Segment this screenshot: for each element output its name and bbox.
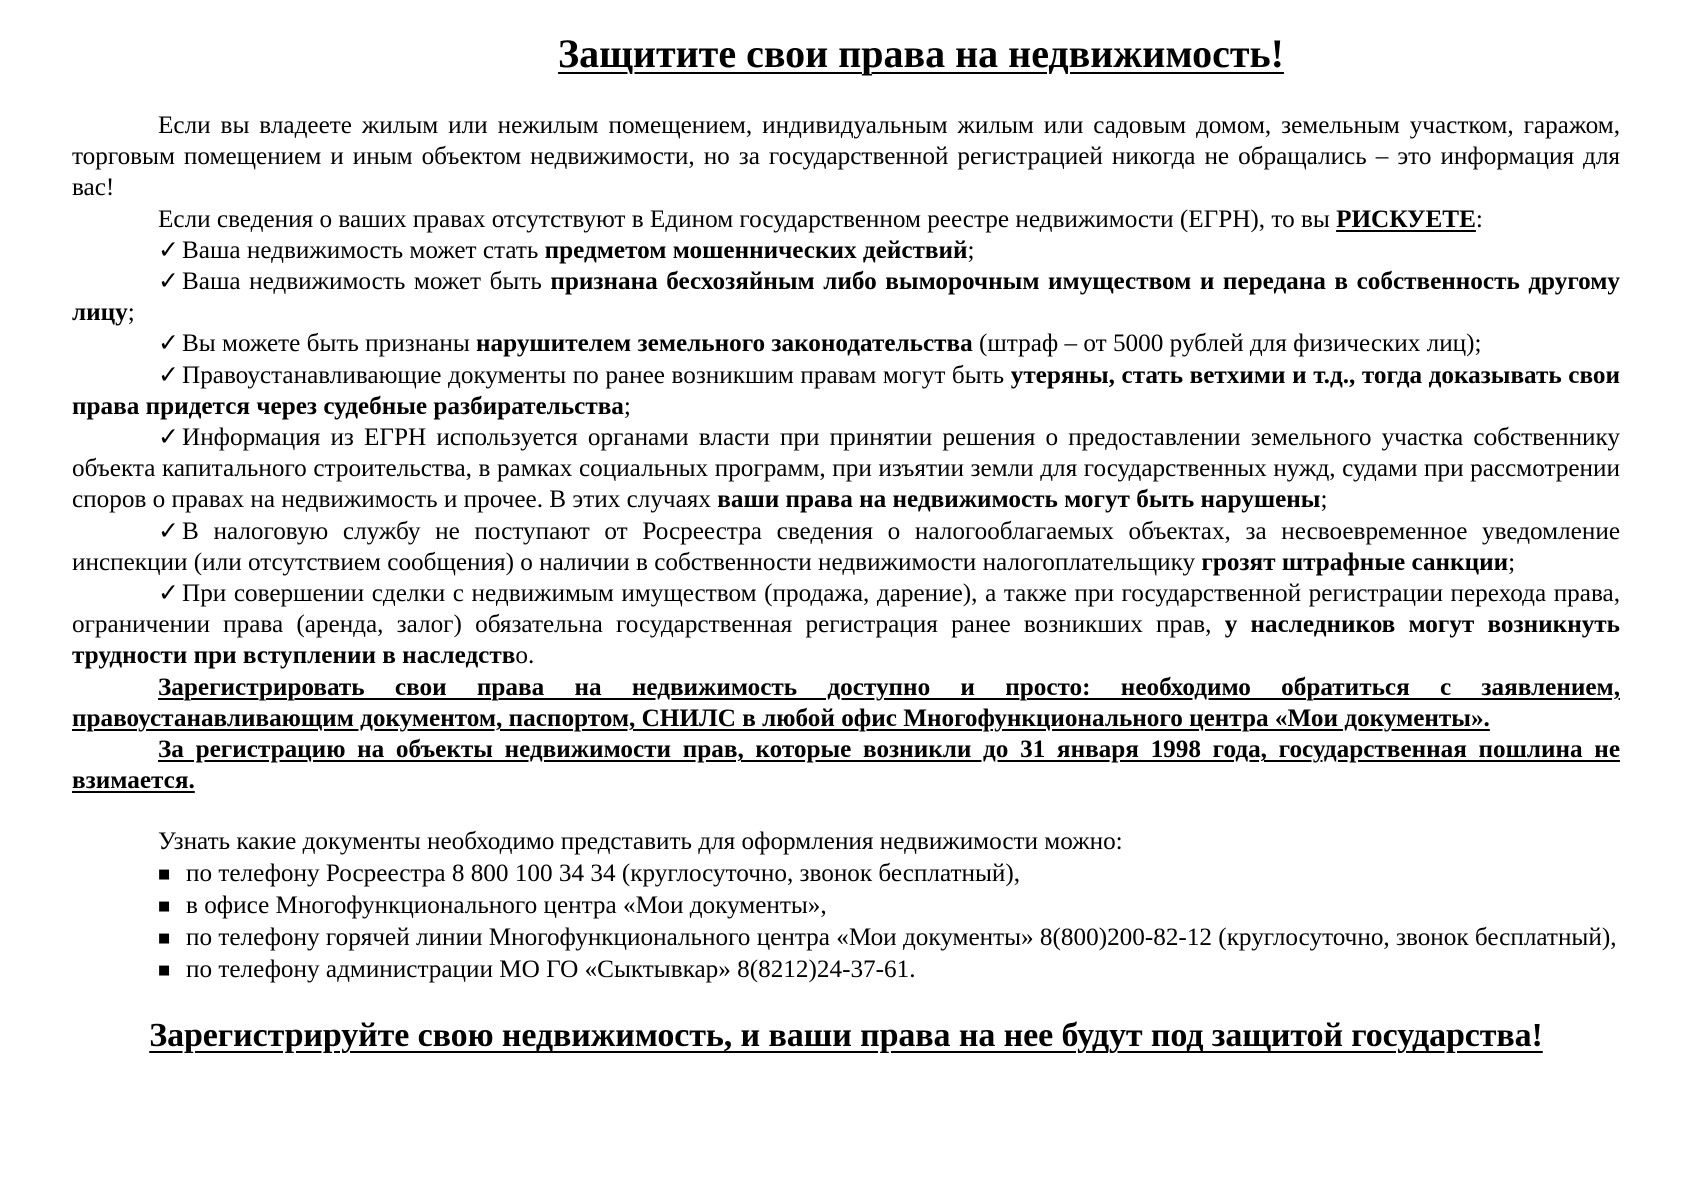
duty-note-text: За регистрацию на объекты недвижимости прав, которые возникли до 31 января 1998 года, государственная пошлина не взимается.: [72, 736, 1620, 795]
risk-item-text: Вы можете быть признаны: [182, 330, 477, 358]
risk-item: [72, 360, 1620, 422]
risk-item: [72, 328, 1620, 359]
risk-item-bold: утеряны, стать ветхими и т.д., тогда доказывать свои права придется через судебные разбирательства: [72, 361, 1620, 420]
risk-item: [72, 266, 1620, 328]
contact-item: [72, 954, 1620, 986]
contact-item-text: в офисе Многофункционального центра «Мои документы»,: [186, 891, 827, 919]
risk-item-text: Ваша недвижимость может стать: [182, 236, 545, 264]
spacer: [72, 796, 1620, 826]
risk-item-tail: ;: [967, 236, 975, 264]
risk-item-text: Ваша недвижимость может быть: [182, 268, 551, 296]
risk-item-tail: (штраф – от 5000 рублей для физических лиц);: [972, 330, 1482, 358]
checkmark-icon: ✓: [158, 361, 180, 389]
contact-item-text: по телефону горячей линии Многофункционального центра «Мои документы» 8(800)200-82-12 (круглосуточно, звонок бесплатный),: [186, 924, 1617, 952]
risk-item-bold: грозят штрафные санкции: [1201, 548, 1509, 576]
contact-item: [72, 890, 1620, 922]
contact-item-text: по телефону Росреестра 8 800 100 34 34 (круглосуточно, звонок бесплатный),: [186, 859, 1021, 887]
contact-item: [72, 922, 1620, 954]
square-bullet-icon: ■: [158, 898, 171, 914]
risk-item-bold: признана бесхозяйным либо выморочным имуществом и передана в собственность другому лицу: [72, 268, 1620, 327]
checkmark-icon: ✓: [158, 517, 180, 545]
contact-item: [72, 858, 1620, 890]
risk-item-tail: ;: [1320, 486, 1328, 514]
document-title: Защитите свои права на недвижимость!: [558, 31, 1284, 76]
risk-item: [72, 516, 1620, 578]
square-bullet-icon: ■: [158, 931, 171, 947]
register-note-text: Зарегистрировать свои права на недвижимость доступно и просто: необходимо обратиться с заявлением, правоустанавливающим документом, паспортом, СНИЛС в любой офис Многофункционального центра «Мои документы».: [72, 673, 1620, 732]
risk-text: Если сведения о ваших правах отсутствуют в Едином государственном реестре недвижимости (ЕГРН), то вы: [158, 205, 1337, 233]
closing-slogan: Зарегистрируйте свою недвижимость, и ваши права на нее будут под защитой государства!: [149, 1017, 1543, 1055]
risk-item: [72, 422, 1620, 516]
risk-item-bold: нарушителем земельного законодательства: [476, 330, 973, 358]
contacts-lead: Узнать какие документы необходимо представить для оформления недвижимости можно:: [158, 828, 1123, 856]
checkmark-icon: ✓: [158, 268, 180, 296]
risk-item-tail: о.: [515, 642, 535, 670]
risk-item-text: В налоговую службу не поступают от Росреестра сведения о налогооблагаемых объектах, за несвоевременное уведомление инспекции (или отсутствием сообщения) о наличии в собственности недвижимости налогоплательщику: [72, 517, 1620, 576]
risk-item-bold: у наследников могут возникнуть трудности при вступлении в наследств: [72, 611, 1620, 670]
risk-item-tail: ;: [127, 299, 135, 327]
risk-item-text: Информация из ЕГРН используется органами власти при принятии решения о предоставлении земельного участка собственнику объекта капитального строительства, в рамках социальных программ, при изъятии земли для государственных нужд, судами при рассмотрении споров о правах на недвижимость и прочее. В этих случаях: [72, 424, 1620, 514]
square-bullet-icon: ■: [158, 866, 171, 882]
intro-paragraph: Если вы владеете жилым или нежилым помещением, индивидуальным жилым или садовым домом, земельным участком, гаражом, торговым помещением и иным объектом недвижимости, но за государственной регистрацией никогда не обращались – это информация для вас!: [72, 112, 1620, 202]
checkmark-icon: ✓: [158, 330, 180, 358]
risk-item-bold: ваши права на недвижимость могут быть нарушены: [717, 486, 1321, 514]
risk-paragraph: [72, 204, 1620, 235]
duty-note: [72, 734, 1620, 796]
checkmark-icon: ✓: [158, 236, 180, 264]
risk-item-tail: ;: [1508, 548, 1516, 576]
risk-item: [72, 578, 1620, 672]
risk-item-tail: ;: [623, 392, 631, 420]
square-bullet-icon: ■: [158, 963, 171, 979]
risk-item-bold: предметом мошеннических действий: [544, 236, 968, 264]
risk-item: [72, 235, 1620, 266]
contact-item-text: по телефону администрации МО ГО «Сыктывкар» 8(8212)24-37-61.: [186, 956, 916, 984]
register-note: [72, 672, 1620, 734]
risk-tail: :: [1475, 205, 1483, 233]
document-page: [72, 28, 1620, 1058]
risk-emphasis: РИСКУЕТЕ: [1336, 205, 1476, 233]
risk-item-text: Правоустанавливающие документы по ранее возникшим правам могут быть: [182, 361, 1011, 389]
risk-item-text: При совершении сделки с недвижимым имуществом (продажа, дарение), а также при государственной регистрации перехода права, ограничении права (аренда, залог) обязательна государственная регистрация ранее возникших прав,: [72, 580, 1620, 639]
checkmark-icon: ✓: [158, 580, 180, 608]
checkmark-icon: ✓: [158, 424, 180, 452]
